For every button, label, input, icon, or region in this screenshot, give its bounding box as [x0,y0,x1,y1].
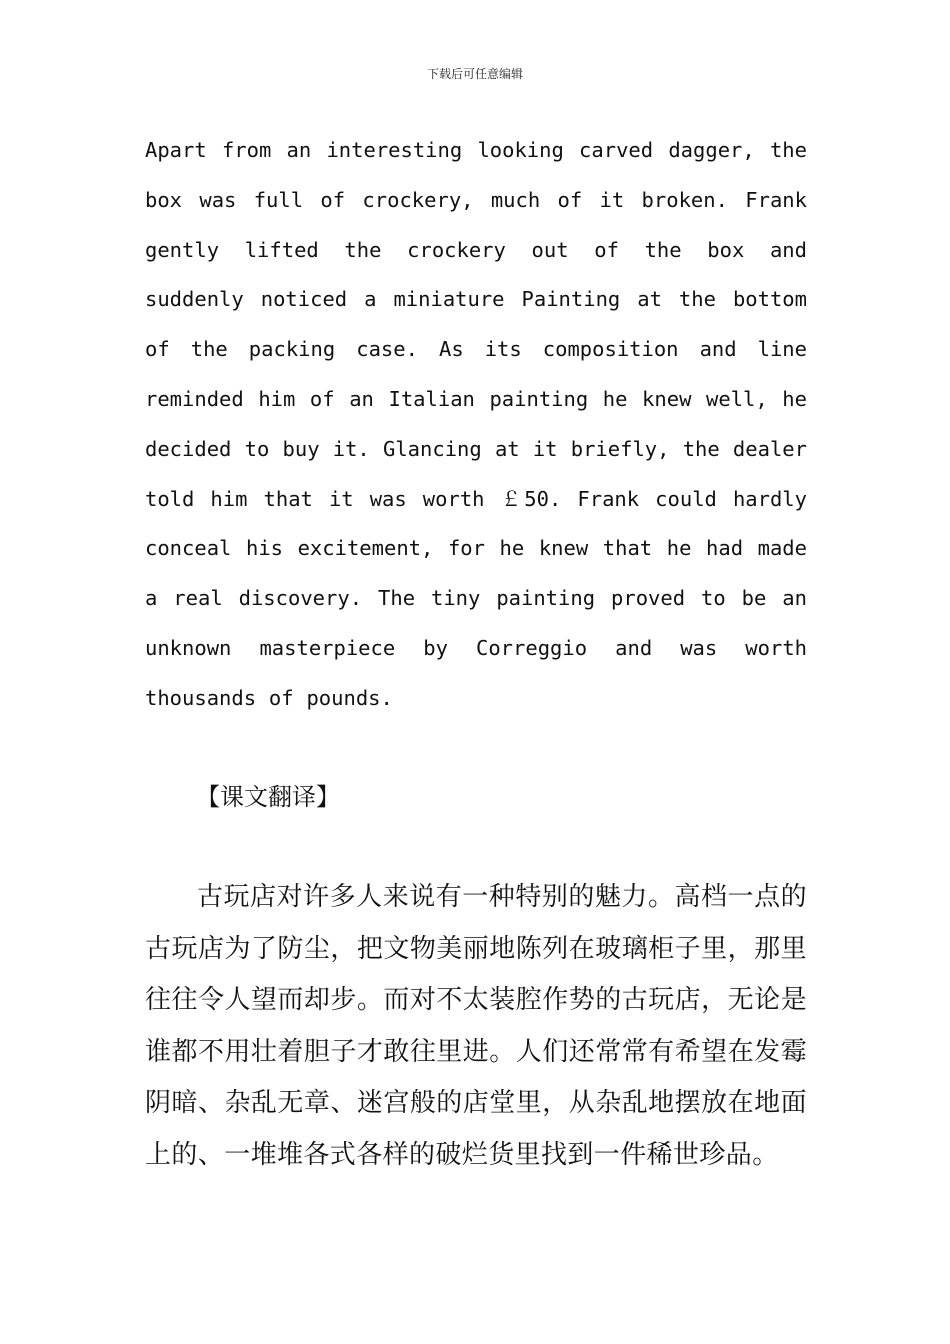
header-note: 下载后可任意编辑 [426,67,523,81]
chinese-paragraph: 古玩店对许多人来说有一种特别的魅力。高档一点的古玩店为了防尘，把文物美丽地陈列在玻璃柜子里，那里往往令人望而却步。而对不太装腔作势的古玩店，无论是谁都不用壮着胆子才敢往里进。人们还常常有希望在发霉阴暗、杂乱无章、迷宫般的店堂里，从杂乱地摆放在地面上的、一堆堆各式各样的破烂货里找到一件稀世珍品。 [145,882,807,1170]
section-title: 【课文翻译】 [196,783,340,811]
english-paragraph: Apart from an interesting looking carved dagger, the box was full of crockery, much of it broken. Frank gently lifted the crockery out of the box and suddenly noticed a miniature Painting at the bottom of the packing case. As its composition and line reminded him of an Italian painting he knew well, he decided to buy it. Glancing at it briefly, the dealer told him that it was worth ￡50. Frank could hardly conceal his excitement, for he knew that he had made a real discovery. The tiny painting proved to be an unknown masterpiece by Correggio and was worth thousands of pounds. [145,138,807,710]
